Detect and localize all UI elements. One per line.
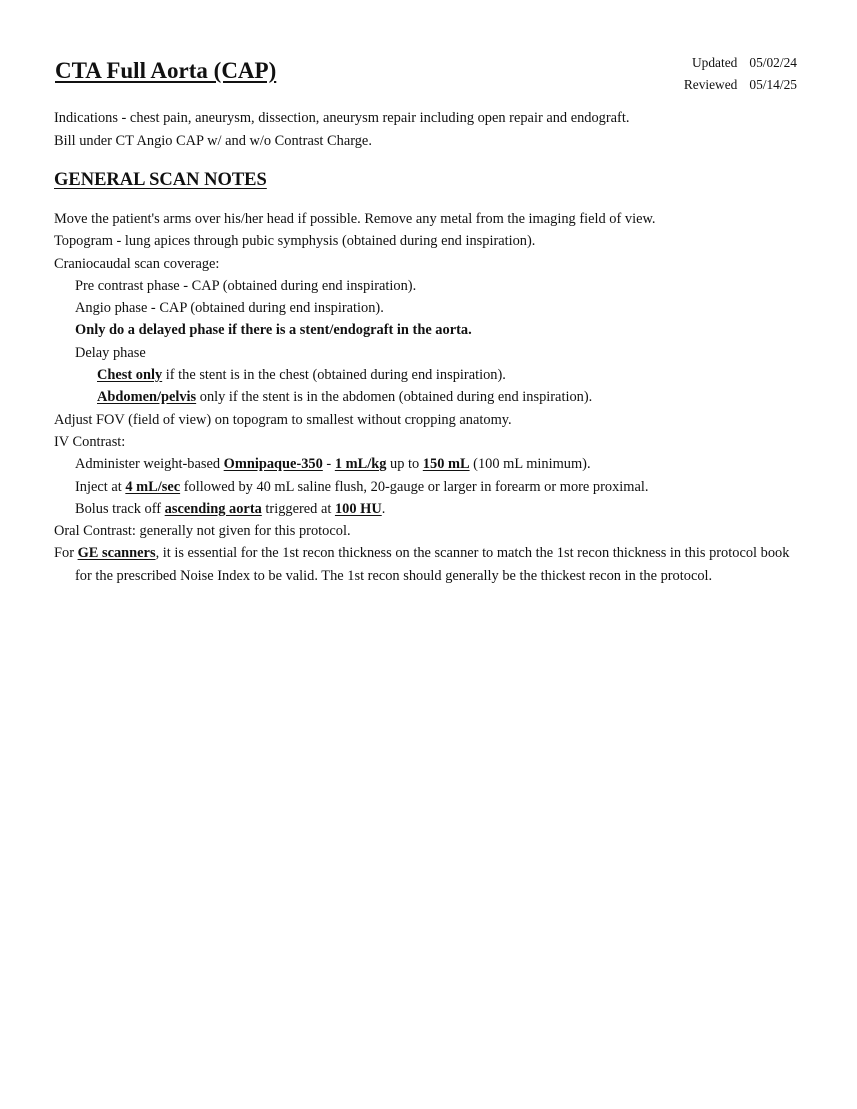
delay-abdomen-key: Abdomen/pelvis	[97, 389, 197, 406]
inject-rate: 4 mL/sec	[125, 478, 181, 495]
updated-date: 05/02/24	[749, 55, 797, 70]
positioning-note: Move the patient's arms over his/her head if possible. Remove any metal from the imaging field of view.	[54, 211, 656, 227]
bolus-mid: triggered at	[261, 500, 335, 517]
delay-phase-heading: Delay phase	[75, 344, 146, 361]
delayed-phase-condition: Only do a delayed phase if there is a stent/endograft in the aorta.	[75, 322, 472, 339]
bolus-prefix: Bolus track off	[75, 500, 165, 517]
billing-text: Bill under CT Angio CAP w/ and w/o Contrast Charge.	[54, 132, 372, 149]
inject-prefix: Inject at	[75, 478, 126, 495]
iv-admin-prefix: Administer weight-based	[75, 456, 224, 473]
document-dates	[684, 52, 797, 96]
angio-phase: Angio phase - CAP (obtained during end inspiration).	[75, 300, 384, 317]
iv-contrast-heading: IV Contrast:	[54, 433, 126, 450]
ge-text: , it is essential for the 1st recon thickness on the scanner to match the 1st recon thickness in this protocol book for the prescribed Noise Index to be valid. The 1st recon should generally be the thickest recon in the protocol.	[75, 545, 790, 584]
iv-max-volume: 150 mL	[422, 456, 470, 473]
intro-section	[54, 107, 629, 152]
topogram-note: Topogram - lung apices through pubic symphysis (obtained during end inspiration).	[54, 233, 536, 250]
inject-line	[54, 476, 794, 498]
reviewed-row	[684, 74, 797, 96]
ge-scanner-note	[54, 542, 794, 587]
updated-row	[684, 52, 797, 74]
iv-admin-suffix: (100 mL minimum).	[469, 456, 591, 473]
delay-chest-key: Chest only	[97, 367, 163, 384]
bolus-suffix: .	[381, 500, 386, 517]
iv-contrast-agent: Omnipaque-350	[223, 456, 323, 473]
reviewed-label: Reviewed	[683, 77, 738, 92]
section-heading-general-scan-notes: GENERAL SCAN NOTES	[54, 170, 267, 190]
updated-label: Updated	[692, 55, 738, 70]
iv-admin-sep: -	[322, 456, 335, 473]
pre-contrast-phase: Pre contrast phase - CAP (obtained during end inspiration).	[75, 277, 417, 294]
delay-abdomen-text: only if the stent is in the abdomen (obtained during end inspiration).	[196, 389, 593, 406]
delay-chest-text: if the stent is in the chest (obtained during end inspiration).	[162, 367, 506, 384]
inject-suffix: followed by 40 mL saline flush, 20-gauge or larger in forearm or more proximal.	[180, 478, 649, 495]
iv-administer-line	[54, 453, 794, 475]
coverage-heading: Craniocaudal scan coverage:	[54, 255, 220, 272]
delay-chest-line	[54, 364, 794, 386]
reviewed-date: 05/14/25	[749, 77, 797, 92]
page-title: CTA Full Aorta (CAP)	[55, 58, 277, 83]
indications-text: Indications - chest pain, aneurysm, dissection, aneurysm repair including open repair and endograft.	[54, 110, 630, 126]
bolus-threshold: 100 HU	[334, 500, 382, 517]
ge-scanners-key: GE scanners	[77, 545, 156, 562]
ge-prefix: For	[54, 545, 78, 562]
delay-abdomen-line	[54, 386, 794, 408]
iv-dose: 1 mL/kg	[334, 456, 387, 473]
fov-note: Adjust FOV (field of view) on topogram to smallest without cropping anatomy.	[54, 411, 512, 428]
iv-admin-mid: up to	[386, 456, 423, 473]
general-scan-notes	[54, 208, 794, 587]
bolus-line	[54, 498, 794, 520]
oral-contrast-note: Oral Contrast: generally not given for this protocol.	[54, 523, 351, 540]
bolus-location: ascending aorta	[164, 500, 262, 517]
